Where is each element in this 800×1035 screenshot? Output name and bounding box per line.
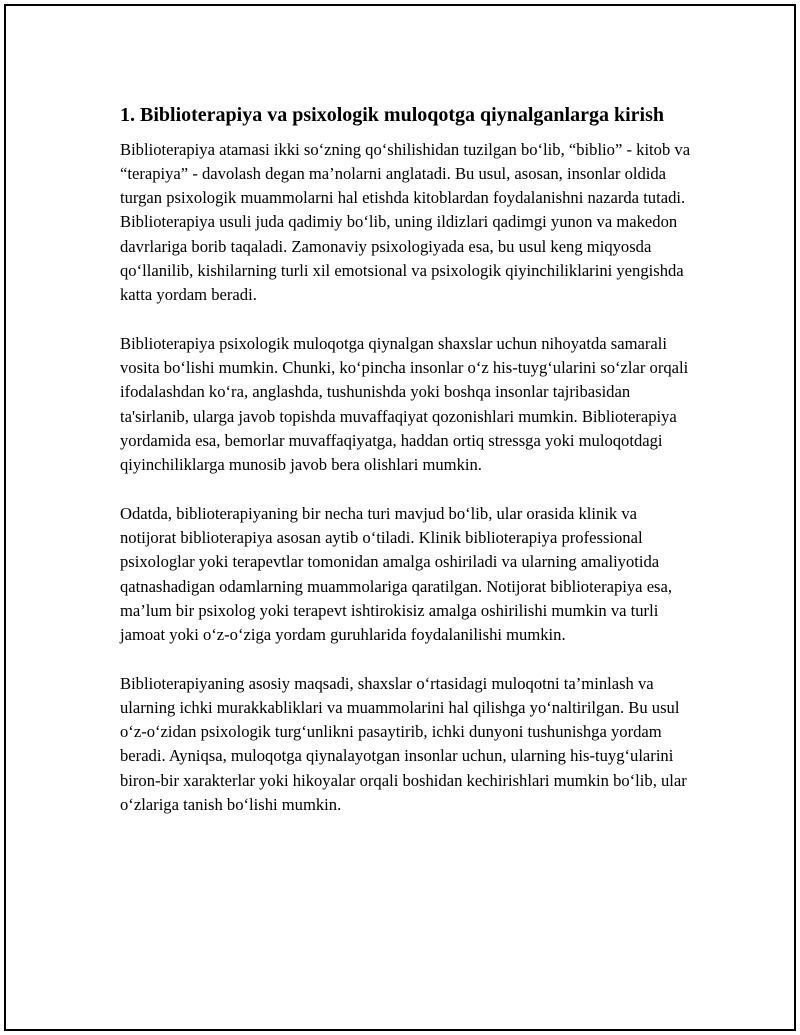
section-heading: 1. Biblioterapiya va psixologik muloqotga qiynalganlarga kirish (120, 104, 664, 126)
paragraph: Biblioterapiyaning asosiy maqsadi, shaxslar o‘rtasidagi muloqotni ta’minlash va ularning ichki murakkabliklari va muammolarini hal qilishga yo‘naltirilgan. Bu usul o‘z-o‘zidan psixologik turg‘unlikni pasaytirib, ichki dunyoni tushunishga yordam beradi. Ayniqsa, muloqotga qiynalayotgan insonlar uchun, ularning his-tuyg‘ularini biron-bir xarakterlar yoki hikoyalar orqali boshidan kechirishlari mumkin bo‘lib, ular o‘zlariga tanish bo‘lishi mumkin. (120, 673, 687, 814)
page-frame (4, 4, 796, 1031)
paragraph: Biblioterapiya atamasi ikki so‘zning qo‘shilishidan tuzilgan bo‘lib, “biblio” - kitob va “terapiya” - davolash degan ma’nolarni anglatadi. Bu usul, asosan, insonlar oldida turgan psixologik muammolarni hal etishda kitoblardan foydalanishni nazarda tutadi. Biblioterapiya usuli juda qadimiy bo‘lib, uning ildizlari qadimgi yunon va makedon davrlariga borib taqaladi. Zamonaviy psixologiyada esa, bu usul keng miqyosda qo‘llanilib, kishilarning turli xil emotsional va psixologik qiyinchiliklarini yengishda katta yordam beradi. (120, 140, 691, 304)
paragraph: Biblioterapiya psixologik muloqotga qiynalgan shaxslar uchun nihoyatda samarali vosita bo‘lishi mumkin. Chunki, ko‘pincha insonlar o‘z his-tuyg‘ularini so‘zlar orqali ifodalashdan ko‘ra, anglashda, tushunishda yoki boshqa insonlar tajribasidan ta'sirlanib, ularga javob topishda muvaffaqiyat qozonishlari mumkin. Biblioterapiya yordamida esa, bemorlar muvaffaqiyatga, haddan ortiq stressga yoki muloqotdagi qiyinchiliklarga munosib javob bera olishlari mumkin. (120, 334, 689, 474)
paragraph: Odatda, biblioterapiyaning bir necha turi mavjud bo‘lib, ular orasida klinik va notijorat biblioterapiya asosan aytib o‘tiladi. Klinik biblioterapiya professional psixologlar yoki terapevtlar tomonidan amalga oshiriladi va ularning amaliyotida qatnashadigan odamlarning muammolariga qaratilgan. Notijorat biblioterapiya esa, ma’lum bir psixolog yoki terapevt ishtirokisiz amalga oshirilishi mumkin va turli jamoat yoki o‘z-o‘ziga yordam guruhlarida foydalanilishi mumkin. (120, 504, 673, 644)
document-body (120, 102, 696, 842)
